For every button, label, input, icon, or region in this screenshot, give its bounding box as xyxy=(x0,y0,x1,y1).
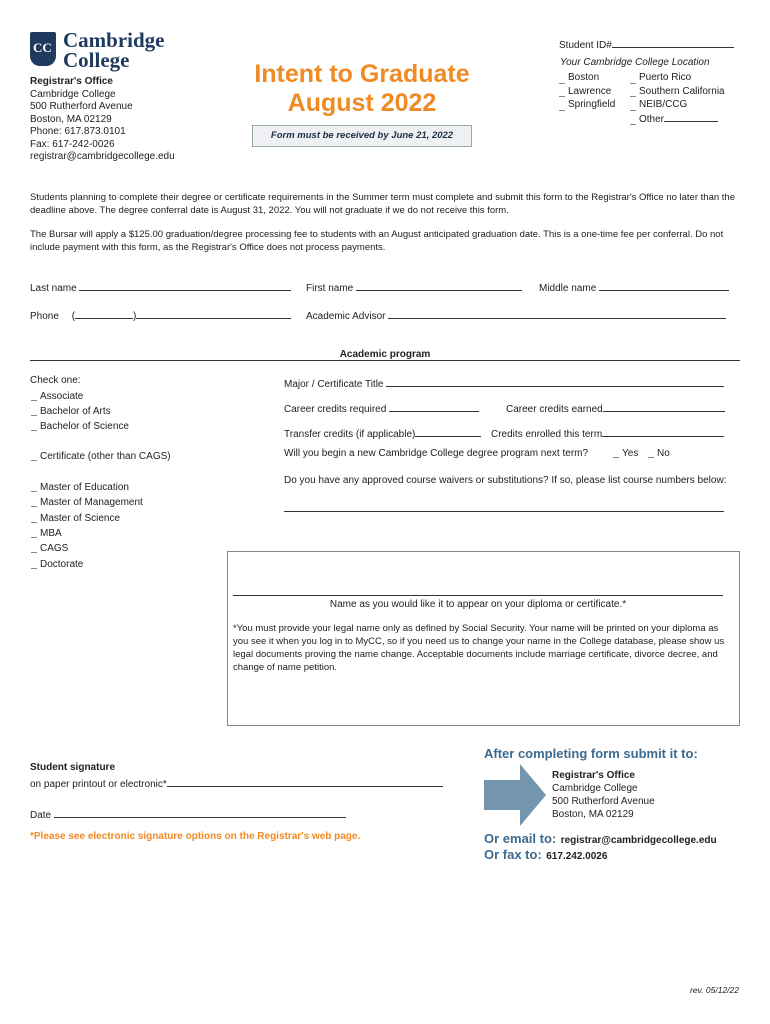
submit-heading: After completing form submit it to: xyxy=(484,746,698,761)
submit-line: 500 Rutherford Avenue xyxy=(552,796,655,807)
signature-line[interactable] xyxy=(167,775,443,787)
location-col1 xyxy=(568,71,615,112)
phone-paren-close: ) xyxy=(133,311,137,322)
yes-label: Yes xyxy=(622,448,639,459)
program-option[interactable] xyxy=(40,421,129,432)
esignature-note: *Please see electronic signature options on the Registrar's web page. xyxy=(30,831,361,842)
program-option-label: Master of Science xyxy=(40,513,121,524)
deadline-box xyxy=(252,125,472,147)
right-arrow-icon xyxy=(484,764,546,831)
program-option[interactable] xyxy=(40,559,83,570)
enrolled-field[interactable] xyxy=(491,425,724,440)
college-logo xyxy=(30,30,170,74)
location-label: Southern California xyxy=(639,85,725,97)
checkbox-line[interactable] xyxy=(31,460,37,461)
signature-field[interactable] xyxy=(30,775,443,790)
yes-option[interactable] xyxy=(622,448,638,459)
date-field[interactable] xyxy=(30,806,346,821)
program-option-label: Associate xyxy=(40,391,84,402)
location-col2 xyxy=(639,71,725,126)
transfer-line[interactable] xyxy=(415,425,481,437)
program-option-label: CAGS xyxy=(40,543,69,554)
logo-shield-icon xyxy=(30,32,56,66)
middle-name-label: Middle name xyxy=(539,283,597,294)
first-name-label: First name xyxy=(306,283,354,294)
checkbox-line[interactable] xyxy=(630,96,636,97)
location-option[interactable] xyxy=(568,98,615,112)
intro-paragraph-2: The Bursar will apply a $125.00 graduation/degree processing fee to students with an August anticipated graduation date. This is a one-time fee per conferral. Do not include payment with this form, as the Registrar's Office does not process payments. xyxy=(30,229,724,253)
intro-paragraph-1: Students planning to complete their degree or certificate requirements in the Summer term must complete and submit this form to the Registrar's Office no later than the deadline above. The degree conferral date is August 31, 2022. You will not graduate if we do not receive this form. xyxy=(30,192,735,216)
logo-line2: College xyxy=(63,48,130,72)
location-option[interactable] xyxy=(639,71,725,85)
program-option[interactable] xyxy=(40,482,129,493)
date-label: Date xyxy=(30,810,52,821)
checkbox-line[interactable] xyxy=(31,552,37,553)
form-title-line1: Intent to Graduate xyxy=(254,60,470,88)
program-option[interactable] xyxy=(40,543,68,554)
transfer-label: Transfer credits (if applicable) xyxy=(284,429,416,440)
first-name-field[interactable] xyxy=(306,279,522,294)
registrar-title: Registrar's Office xyxy=(30,76,113,87)
phone-paren-open: ( xyxy=(71,311,76,322)
checkbox-line[interactable] xyxy=(31,415,37,416)
program-option[interactable] xyxy=(40,451,171,462)
program-option-label: Certificate (other than CAGS) xyxy=(40,451,171,462)
checkbox-line[interactable] xyxy=(31,522,37,523)
phone-field[interactable] xyxy=(30,307,291,322)
checkbox-line[interactable] xyxy=(559,110,565,111)
program-option[interactable] xyxy=(40,406,111,417)
submit-address xyxy=(552,769,655,821)
last-name-label: Last name xyxy=(30,283,77,294)
submit-fax: 617.242.0026 xyxy=(546,851,608,862)
checkbox-line[interactable] xyxy=(559,96,565,97)
last-name-field[interactable] xyxy=(30,279,291,294)
checkbox-line[interactable] xyxy=(31,506,37,507)
deadline-text: Form must be received by June 21, 2022 xyxy=(270,130,454,141)
major-line[interactable] xyxy=(386,375,724,387)
advisor-line[interactable] xyxy=(388,307,726,319)
submit-line: Boston, MA 02129 xyxy=(552,809,634,820)
location-option[interactable] xyxy=(568,71,615,85)
student-id-label: Student ID# xyxy=(559,40,612,51)
logo-line1: Cambridge xyxy=(63,28,165,52)
program-option-label: Doctorate xyxy=(40,559,84,570)
program-option-label: Master of Education xyxy=(40,482,129,493)
program-option-label: MBA xyxy=(40,528,62,539)
checkbox-line[interactable] xyxy=(613,457,619,458)
registrar-email: registrar@cambridgecollege.edu xyxy=(30,151,175,162)
new-program-question: Will you begin a new Cambridge College degree program next term? xyxy=(284,448,589,459)
advisor-field[interactable] xyxy=(306,307,726,322)
program-option-label: Bachelor of Science xyxy=(40,421,129,432)
student-id-line[interactable] xyxy=(612,36,734,48)
checkbox-line[interactable] xyxy=(31,537,37,538)
location-label: Boston xyxy=(568,72,600,83)
registrar-line: Boston, MA 02129 xyxy=(30,113,112,125)
career-earned-field[interactable] xyxy=(506,400,725,415)
phone-number-line[interactable] xyxy=(136,307,291,319)
checkbox-line[interactable] xyxy=(630,124,636,125)
form-title-line2: August 2022 xyxy=(287,89,437,117)
location-option[interactable] xyxy=(639,112,725,127)
program-option-label: Master of Management xyxy=(40,497,143,508)
no-option[interactable] xyxy=(657,448,670,459)
career-required-label: Career credits required xyxy=(284,404,387,415)
career-earned-label: Career credits earned xyxy=(506,404,603,415)
check-one-label: Check one: xyxy=(30,375,81,386)
waivers-line[interactable] xyxy=(284,511,724,512)
program-option-label: Bachelor of Arts xyxy=(40,406,111,417)
checkbox-line[interactable] xyxy=(630,110,636,111)
last-name-line[interactable] xyxy=(79,279,291,291)
phone-label: Phone xyxy=(30,311,59,322)
major-label: Major / Certificate Title xyxy=(284,379,384,390)
signature-title: Student signature xyxy=(30,762,116,773)
advisor-label: Academic Advisor xyxy=(306,311,386,322)
submit-office: Registrar's Office xyxy=(552,770,635,781)
career-earned-line[interactable] xyxy=(603,400,725,412)
program-option[interactable] xyxy=(40,528,62,539)
location-label: Lawrence xyxy=(568,85,612,97)
logo-mark: CC xyxy=(33,40,52,55)
first-name-line[interactable] xyxy=(356,279,522,291)
other-location-line[interactable] xyxy=(664,112,718,122)
career-required-field[interactable] xyxy=(284,400,479,415)
location-label: Springfield xyxy=(568,99,616,110)
no-label: No xyxy=(657,448,670,459)
location-option[interactable] xyxy=(568,85,615,99)
location-option[interactable] xyxy=(639,85,725,99)
location-label: NEIB/CCG xyxy=(639,99,688,110)
location-label: Other xyxy=(639,113,665,125)
diploma-name-caption: Name as you would like it to appear on your diploma or certificate.* xyxy=(329,599,627,610)
enrolled-line[interactable] xyxy=(602,425,724,437)
diploma-name-line[interactable] xyxy=(233,595,723,596)
checkbox-line[interactable] xyxy=(559,83,565,84)
transfer-field[interactable] xyxy=(284,425,481,440)
student-id-field[interactable] xyxy=(559,36,734,51)
checkbox-line[interactable] xyxy=(31,491,37,492)
registrar-line: 500 Rutherford Avenue xyxy=(30,101,133,112)
waivers-question: Do you have any approved course waivers or substitutions? If so, please list course numbers below: xyxy=(284,475,727,486)
middle-name-line[interactable] xyxy=(599,279,729,291)
area-code-line[interactable] xyxy=(75,307,133,319)
location-label: Puerto Rico xyxy=(639,72,692,83)
registrar-line: Cambridge College xyxy=(30,88,116,100)
date-line[interactable] xyxy=(54,806,346,818)
section-divider xyxy=(30,360,740,361)
program-option[interactable] xyxy=(40,513,120,524)
email-label: Or email to: xyxy=(484,831,557,846)
registrar-block xyxy=(30,76,175,164)
registrar-line: Fax: 617-242-0026 xyxy=(30,138,115,150)
signature-sub-label: on paper printout or electronic* xyxy=(30,779,167,790)
program-option[interactable] xyxy=(40,497,143,508)
revision-date: rev. 05/12/22 xyxy=(690,985,739,995)
major-field[interactable] xyxy=(284,375,724,390)
enrolled-label: Credits enrolled this term xyxy=(491,429,603,440)
submit-line: Cambridge College xyxy=(552,783,638,794)
career-required-line[interactable] xyxy=(389,400,479,412)
academic-program-heading: Academic program xyxy=(339,349,431,360)
submit-email[interactable]: registrar@cambridgecollege.edu xyxy=(560,835,717,846)
form-title xyxy=(252,60,472,118)
submit-fax-row xyxy=(484,846,607,864)
checkbox-line[interactable] xyxy=(648,457,654,458)
location-heading: Your Cambridge College Location xyxy=(560,57,710,68)
location-option[interactable] xyxy=(639,98,725,112)
checkbox-line[interactable] xyxy=(31,430,37,431)
fax-label: Or fax to: xyxy=(484,847,542,862)
program-option[interactable] xyxy=(40,391,83,402)
middle-name-field[interactable] xyxy=(539,279,729,294)
checkbox-line[interactable] xyxy=(630,83,636,84)
checkbox-line[interactable] xyxy=(31,400,37,401)
diploma-note: *You must provide your legal name only as defined by Social Security. Your name will be printed on your diploma as you see it when you log in to MyCC, so if you need us to change your name in the College database, please show us legal documents proving the name change. Acceptable documents include marriage certificate, divorce decree, and change of name petition. xyxy=(233,623,725,673)
registrar-line: Phone: 617.873.0101 xyxy=(30,126,126,137)
checkbox-line[interactable] xyxy=(31,568,37,569)
